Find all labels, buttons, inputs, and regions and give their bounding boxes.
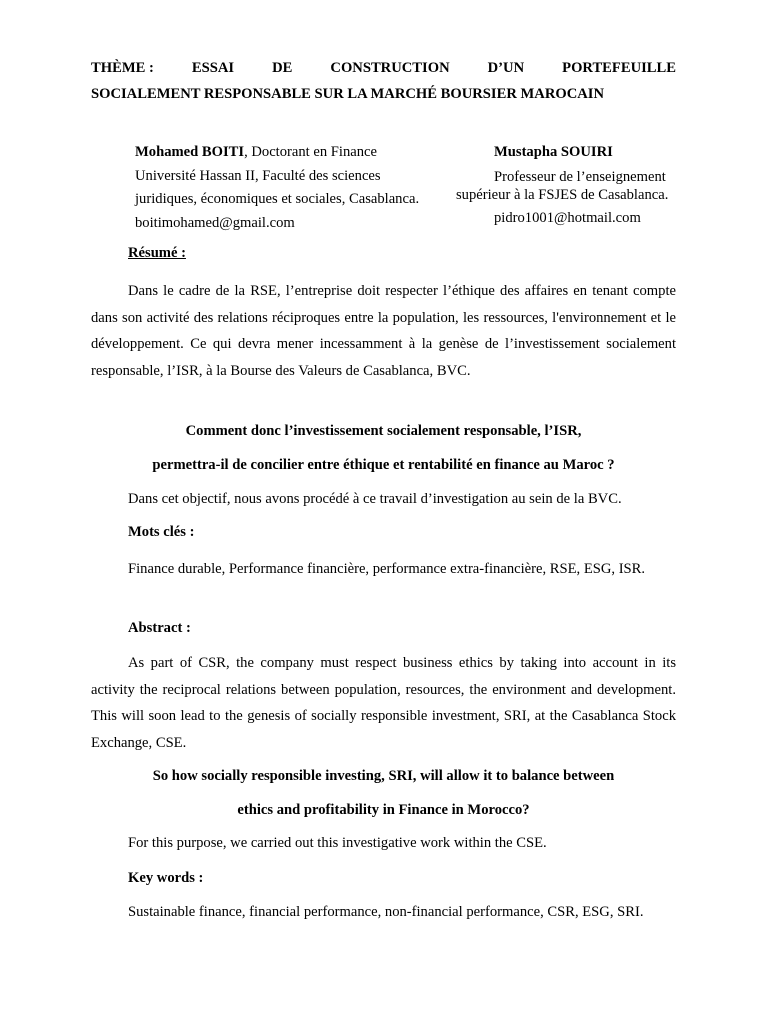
paper-title [91,55,676,107]
abstract-heading: Abstract : [128,620,191,636]
author-1-email: boitimohamed@gmail.com [135,214,295,231]
abstract-paragraph: As part of CSR, the company must respect business ethics by taking into account in its activity the reciprocal relations between population, resources, the environment and development. This will soon lead to the genesis of socially responsible investment, SRI, at the Casablanca Stock Exchange, CSE. [91,655,676,751]
resume-question-line-2: permettra-il de concilier entre éthique et rentabilité en finance au Maroc ? [152,457,615,473]
abstract-question-line-1: So how socially responsible investing, SRI, will allow it to balance between [152,768,615,784]
resume-objective: Dans cet objectif, nous avons procédé à ce travail d’investigation au sein de la BVC. [128,491,622,507]
author-2-position-2: supérieur à la FSJES de Casablanca. [456,186,669,203]
resume-question-line-1: Comment donc l’investissement socialement responsable, l’ISR, [185,423,582,439]
author-2-block [456,141,696,230]
title-word: THÈME : [91,60,154,76]
author-1-affiliation-2: juridiques, économiques et sociales, Casablanca. [135,191,420,207]
abstract-purpose: For this purpose, we carried out this investigative work within the CSE. [128,835,547,851]
author-2-name: Mustapha SOUIRI [494,144,613,160]
title-word: CONSTRUCTION [330,60,450,76]
title-line-1 [91,55,676,81]
author-2-email: pidro1001@hotmail.com [494,209,641,226]
key-words-text: Sustainable finance, financial performance, non-financial performance, CSR, ESG, SRI. [128,904,644,920]
abstract-question-line-2: ethics and profitability in Finance in Morocco? [237,802,530,818]
title-line-2: SOCIALEMENT RESPONSABLE SUR LA MARCHÉ BOURSIER MAROCAIN [91,86,605,102]
key-words-heading: Key words : [128,870,204,886]
author-1-block [135,141,455,235]
author-1-role: , Doctorant en Finance [244,144,377,160]
mots-cles-text: Finance durable, Performance financière, performance extra-financière, RSE, ESG, ISR. [128,561,646,577]
mots-cles-heading: Mots clés : [128,524,195,540]
author-1-name: Mohamed BOITI [135,144,245,160]
title-word: ESSAI [191,60,235,76]
title-word: PORTEFEUILLE [562,60,676,76]
title-word: DE [272,60,293,76]
title-word: D’UN [487,60,525,76]
resume-paragraph: Dans le cadre de la RSE, l’entreprise doit respecter l’éthique des affaires en tenant compte dans son activité des relations réciproques entre la population, les ressources, l'environnement et le développement. Ce qui devra mener incessamment à la genèse de l’investissement socialement responsable, l’ISR, à la Bourse des Valeurs de Casablanca, BVC. [91,283,676,379]
author-2-position-1: Professeur de l’enseignement [494,168,666,185]
author-1-affiliation-1: Université Hassan II, Faculté des sciences [135,167,381,184]
resume-heading: Résumé : [128,245,186,261]
